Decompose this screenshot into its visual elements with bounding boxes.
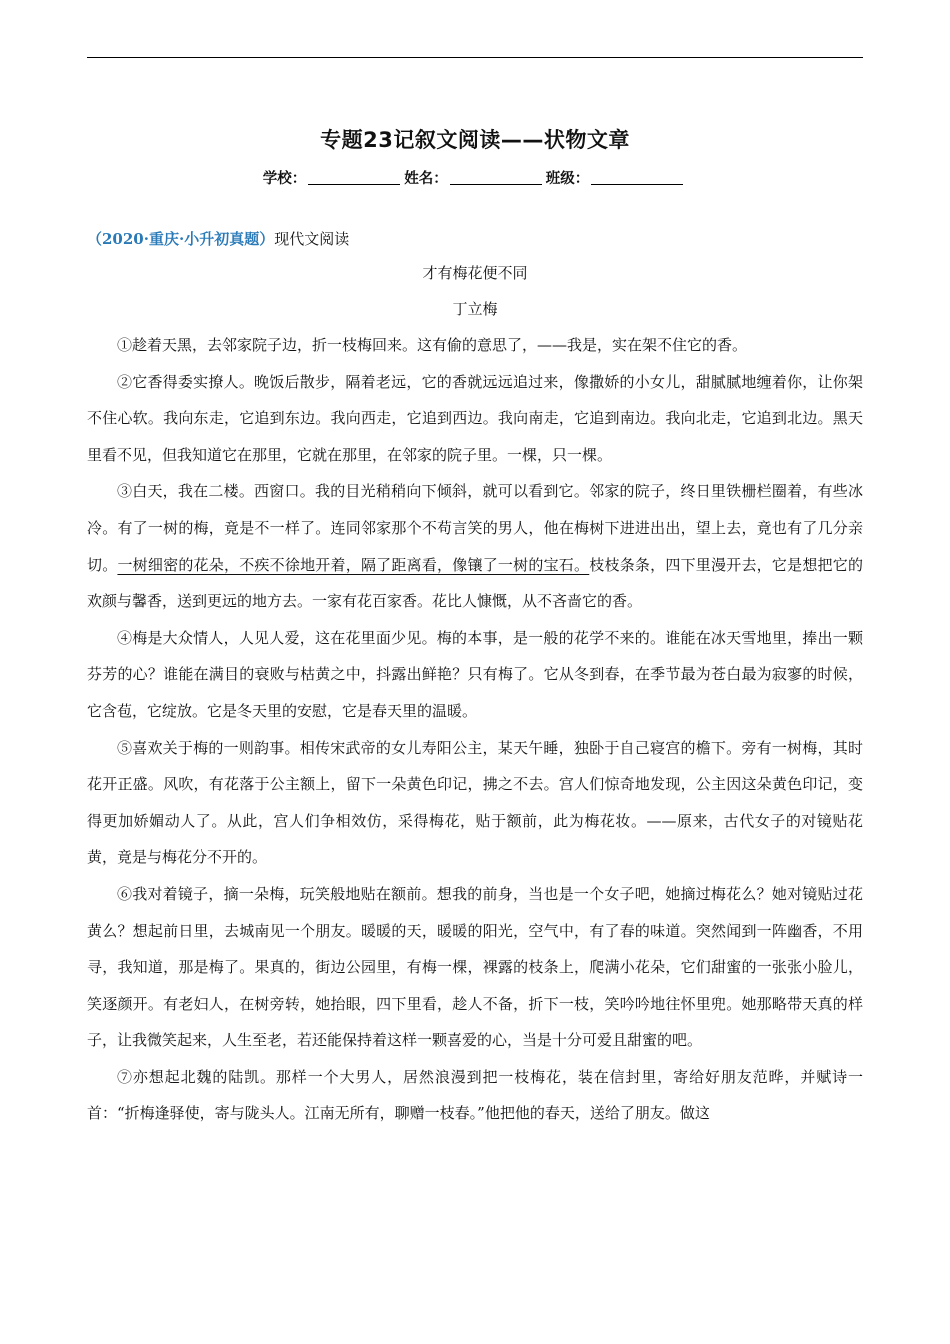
school-label: 学校：	[262, 171, 307, 187]
source-text: 现代文阅读	[274, 230, 350, 248]
article-body	[87, 327, 863, 1132]
paragraph-2: ②它香得委实撩人。晚饭后散步，隔着老远，它的香就远远追过来，像撒娇的小女儿，甜腻腻地缠着你，让你架不住心软。我向东走，它追到东边。我向西走，它追到西边。我向南走，它追到南边。我向北走，它追到北边。黑天里看不见，但我知道它在那里，它就在那里，在邻家的院子里。一棵，只一棵。	[87, 372, 863, 464]
paragraph-3	[87, 473, 863, 619]
paragraph-3-after: 枝枝条条，四下里漫开去，它是想把它的欢颜与馨香，送到更远的地方去。一家有花百家香。花比人慷慨，从不吝啬它的香。	[87, 555, 863, 611]
article-title: 才有梅花便不同	[422, 264, 528, 282]
student-info-line	[0, 167, 950, 188]
paragraph-1: ①趁着天黑，去邻家院子边，折一枝梅回来。这有偷的意思了，——我是，实在架不住它的香。	[117, 336, 748, 354]
underlined-sentence: 一树细密的花朵，不疾不徐地开着，隔了距离看，像镶了一树的宝石。	[117, 555, 590, 574]
article-author: 丁立梅	[452, 300, 498, 318]
page-title: 专题23记叙文阅读——状物文章	[320, 128, 630, 152]
paragraph-4: ④梅是大众情人，人见人爱，这在花里面少见。梅的本事，是一般的花学不来的。谁能在冰天雪地里，捧出一颗芬芳的心？谁能在满目的衰败与枯黄之中，抖露出鲜艳？只有梅了。它从冬到春，在季节最为苍白最为寂寥的时候，它含苞，它绽放。它是冬天里的安慰，它是春天里的温暖。	[87, 628, 863, 720]
name-blank[interactable]	[450, 170, 542, 185]
paragraph-3-before: ③白天，我在二楼。西窗口。我的目光稍稍向下倾斜，就可以看到它。邻家的院子，终日里铁栅栏圈着，有些冰冷。有了一树的梅，竟是不一样了。连同邻家那个不苟言笑的男人，他在梅树下进进出出，望上去，竟也有了几分亲切。	[87, 482, 863, 574]
paragraph-7: ⑦亦想起北魏的陆凯。那样一个大男人，居然浪漫到把一枝梅花，装在信封里，寄给好朋友范晔，并赋诗一首：“折梅逢驿使，寄与陇头人。江南无所有，聊赠一枝春。”他把他的春天，送给了朋友。做这	[87, 1067, 863, 1123]
school-blank[interactable]	[308, 170, 400, 185]
source-tag: （2020·重庆·小升初真题）	[87, 230, 275, 248]
class-label: 班级：	[545, 171, 590, 187]
header-rule	[87, 57, 863, 58]
paragraph-6: ⑥我对着镜子，摘一朵梅，玩笑般地贴在额前。想我的前身，当也是一个女子吧，她摘过梅花么？她对镜贴过花黄么？想起前日里，去城南见一个朋友。暖暖的天，暖暖的阳光，空气中，有了春的味道。突然闻到一阵幽香，不用寻，我知道，那是梅了。果真的，街边公园里，有梅一棵，裸露的枝条上，爬满小花朵，它们甜蜜的一张张小脸儿，笑逐颜开。有老妇人，在树旁转，她抬眼，四下里看，趁人不备，折下一枝，笑吟吟地往怀里兜。她那略带天真的样子，让我微笑起来，人生至老，若还能保持着这样一颗喜爱的心，当是十分可爱且甜蜜的吧。	[87, 884, 863, 1050]
class-blank[interactable]	[591, 170, 683, 185]
paragraph-5: ⑤喜欢关于梅的一则韵事。相传宋武帝的女儿寿阳公主，某天午睡，独卧于自己寝宫的檐下。旁有一树梅，其时花开正盛。风吹，有花落于公主额上，留下一朵黄色印记，拂之不去。宫人们惊奇地发现，公主因这朵黄色印记，变得更加娇媚动人了。从此，宫人们争相效仿，采得梅花，贴于额前，此为梅花妆。——原来，古代女子的对镜贴花黄，竟是与梅花分不开的。	[87, 738, 863, 867]
name-label: 姓名：	[404, 171, 448, 187]
question-source	[87, 228, 349, 249]
